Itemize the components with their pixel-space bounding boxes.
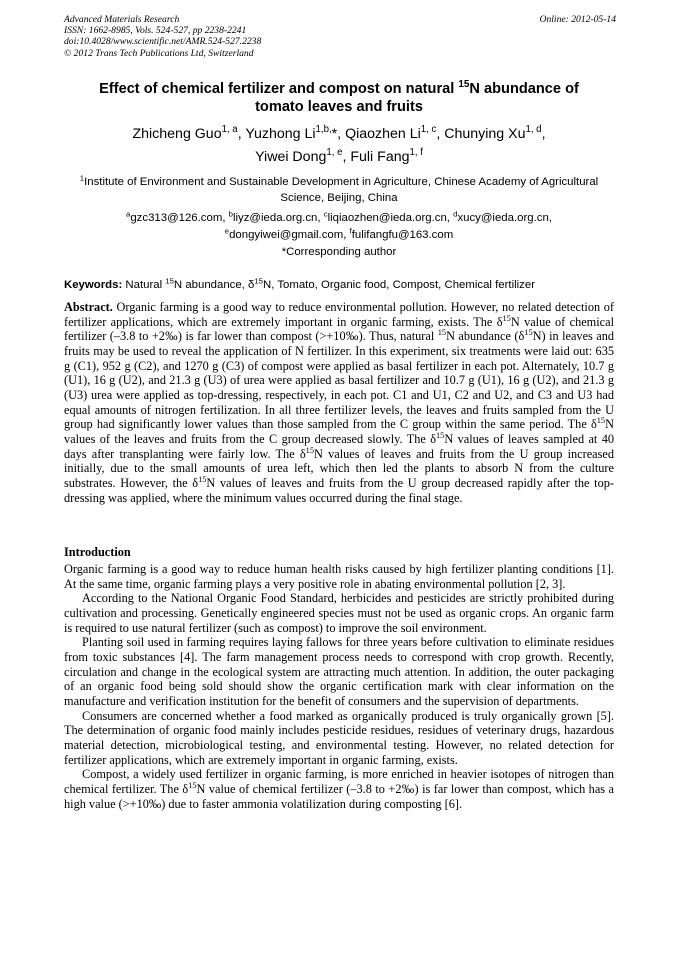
title-part: N abundance of (469, 81, 579, 97)
abstract-text: N values of leaves sampled at 40 days after transplanting were fairly low. The δ (64, 431, 614, 461)
journal-header (64, 14, 616, 59)
email-sep: , (446, 212, 454, 224)
intro-text: N value of chemical fertilizer (–3.8 to +2‰) is far lower than compost, which has a high value (>+10‰) due to faster ammonia volatilization during composting [6]. (64, 781, 614, 811)
intro-paragraph (64, 767, 614, 811)
author-sup: 1,b, (315, 124, 332, 136)
email-link[interactable]: liyz@ieda.org.cn (232, 212, 318, 224)
intro-paragraph: Consumers are concerned whether a food marked as organically produced is truly organically grown [5]. The determination of organic food mainly includes pesticide residues, residues of veterinary drugs, hazardous material detection, microbiological testing, and environmental testing. However, no related detection for fertilizer applications, which are extremely important in organic farming, exists. (64, 708, 614, 767)
author-sup: 1, d (525, 124, 542, 136)
abstract-sup: 15 (502, 313, 511, 323)
email-sup: d (453, 209, 458, 219)
email-link[interactable]: liqiaozhen@ieda.org.cn (327, 212, 447, 224)
author-sep: , (237, 126, 246, 142)
abstract-text: N values of the leaves and fruits from the C group decreased slowly. The δ (64, 417, 614, 446)
abstract-text: N abundance (δ (446, 329, 525, 344)
copyright-line: © 2012 Trans Tech Publications Ltd, Switzerland (64, 47, 254, 59)
doi-line[interactable]: doi:10.4028/www.scientific.net/AMR.524-527.2238 (64, 36, 262, 48)
author-sup: 1, c (420, 124, 437, 136)
email-sup: b (228, 209, 233, 219)
journal-name: Advanced Materials Research (64, 14, 180, 25)
keywords-text: N, Tomato, Organic food, Compost, Chemical fertilizer (262, 279, 535, 291)
title-sup: 15 (458, 79, 470, 91)
author-sep: , (541, 126, 546, 142)
abstract-text: N value of chemical fertilizer (–3.8 to +2‰) is far lower than compost (>+10‰). Thus, natural (64, 314, 614, 344)
title-line2: tomato leaves and fruits (255, 99, 423, 115)
email-link[interactable]: xucy@ieda.org.cn (457, 212, 549, 224)
issn-line: ISSN: 1662-8985, Vols. 524-527, pp 2238-2241 (64, 25, 247, 37)
author-list (60, 123, 618, 169)
email-sup: a (126, 209, 131, 219)
author-sup: 1, e (326, 147, 343, 159)
abstract-sup: 15 (436, 430, 445, 440)
intro-paragraph: Planting soil used in farming requires laying fallows for three years before cultivation to eliminate residues from toxic substances [4]. The farm management process needs to correspond with crop growth. Recently, circulation and change in the ecological system are attracting much attention. In addition, the outer packaging of an organic food being sold should show the organic certification mark with clear information on the manufacture and verification institution for the benefit of consumers and the supervision of departments. (64, 635, 614, 708)
author-name: Qiaozhen Li (345, 126, 421, 142)
keywords-text: N abundance, δ (173, 279, 255, 291)
section-heading-introduction: Introduction (64, 545, 131, 559)
email-sep: , (548, 212, 552, 224)
abstract-text: N values of leaves and fruits from the U group increased initially, due to the small amounts of urea left, which then led the plants to absorb N from the culture substrates. However, the δ (64, 446, 615, 490)
author-name: Chunying Xu (444, 126, 526, 142)
author-sep: , (337, 126, 346, 142)
keywords (64, 278, 616, 292)
intro-paragraph: According to the National Organic Food Standard, herbicides and pesticides are strictly prohibited during cultivation and processing. Genetically engineered species must not be used as organic crops. An organic farm is required to use natural fertilizer (such as compost) to improve the soil environment. (64, 591, 614, 635)
abstract-text: Organic farming is a good way to reduce environmental pollution. However, no related detection of fertilizer applications, which are extremely important in organic farming, exists. The δ (64, 300, 614, 329)
email-list (60, 210, 618, 261)
abstract-sup: 15 (596, 416, 606, 426)
abstract-paragraph (64, 300, 614, 505)
introduction-body (64, 562, 614, 811)
title-part: Effect of chemical fertilizer and compost on natural (99, 81, 459, 97)
email-link[interactable]: dongyiwei@gmail.com (229, 229, 344, 241)
email-link[interactable]: gzc313@126.com (130, 212, 223, 224)
abstract-sup: 15 (437, 328, 447, 338)
email-sep: , (222, 212, 229, 224)
abstract-sup: 15 (198, 474, 207, 484)
author-name: Zhicheng Guo (132, 126, 222, 142)
keywords-sup: 15 (254, 276, 263, 286)
abstract-label: Abstract. (64, 300, 113, 314)
abstract-sup: 15 (524, 328, 533, 338)
intro-paragraph: Organic farming is a good way to reduce human health risks caused by high fertilizer planting conditions [1]. At the same time, organic farming plays a very positive role in abating environmental pollution [2, 3]. (64, 562, 614, 591)
email-sup: f (349, 226, 352, 236)
email-sep: , (343, 229, 350, 241)
intro-text: Compost, a widely used fertilizer in organic farming, is more enriched in heavier isotopes of nitrogen than chemical fertilizer. The δ (64, 767, 614, 796)
email-sep: , (317, 212, 324, 224)
affiliation-text: Institute of Environment and Sustainable Development in Agriculture, Chinese Academy of Agricultural Science, Beijing, China (84, 176, 599, 204)
corresponding-mark: * (331, 126, 338, 142)
paper-title (60, 80, 618, 116)
author-name: Yuzhong Li (245, 126, 316, 142)
abstract-text: N values of leaves and fruits from the U group decreased rapidly after the top-dressing was applied, where the minimum values occurred during the final stage. (64, 475, 614, 505)
abstract (64, 300, 614, 505)
email-sup: c (323, 209, 328, 219)
corresponding-author-note: *Corresponding author (281, 246, 397, 258)
affiliation-sup: 1 (79, 173, 85, 183)
abstract-sup: 15 (305, 445, 315, 455)
author-sup: 1, f (409, 147, 423, 159)
author-sup: 1, a (221, 124, 238, 136)
author-sep: , (342, 149, 351, 165)
keywords-sup: 15 (165, 276, 174, 286)
email-sup: e (224, 226, 230, 236)
affiliation (60, 175, 618, 206)
keywords-label: Keywords: (64, 279, 123, 291)
author-sep: , (436, 126, 445, 142)
email-link[interactable]: fulifangfu@163.com (351, 229, 454, 241)
abstract-text: N) in leaves and fruits may be used to reveal the application of N fertilizer. In this experiment, six treatments were laid out: 635 g (C1), 952 g (C2), and 1270 g (C3) of compost were applied as basal fertilizer in each pot. Alternately, 10.7 g (U1), 16 g (U2), and 21.3 g (U3) of urea were applied as basal fertilizer and 10.7 g (U1), 16 g (U2), and 21.3 g (U3) urea were applied as top-dressing, respectively, in each pot. C1 and U1, C2 and U2, and C3 and U3 had equal amounts of nitrogen fertilization. In all three fertilizer levels, the leaves and fruits sampled from the U group had significantly lower values than those sampled from the C group within the same period. The δ (64, 329, 615, 432)
online-date: Online: 2012-05-14 (539, 14, 616, 25)
intro-sup: 15 (188, 780, 197, 790)
author-name: Yiwei Dong (255, 149, 327, 165)
keywords-text: Natural (122, 279, 166, 291)
author-name: Fuli Fang (350, 149, 410, 165)
